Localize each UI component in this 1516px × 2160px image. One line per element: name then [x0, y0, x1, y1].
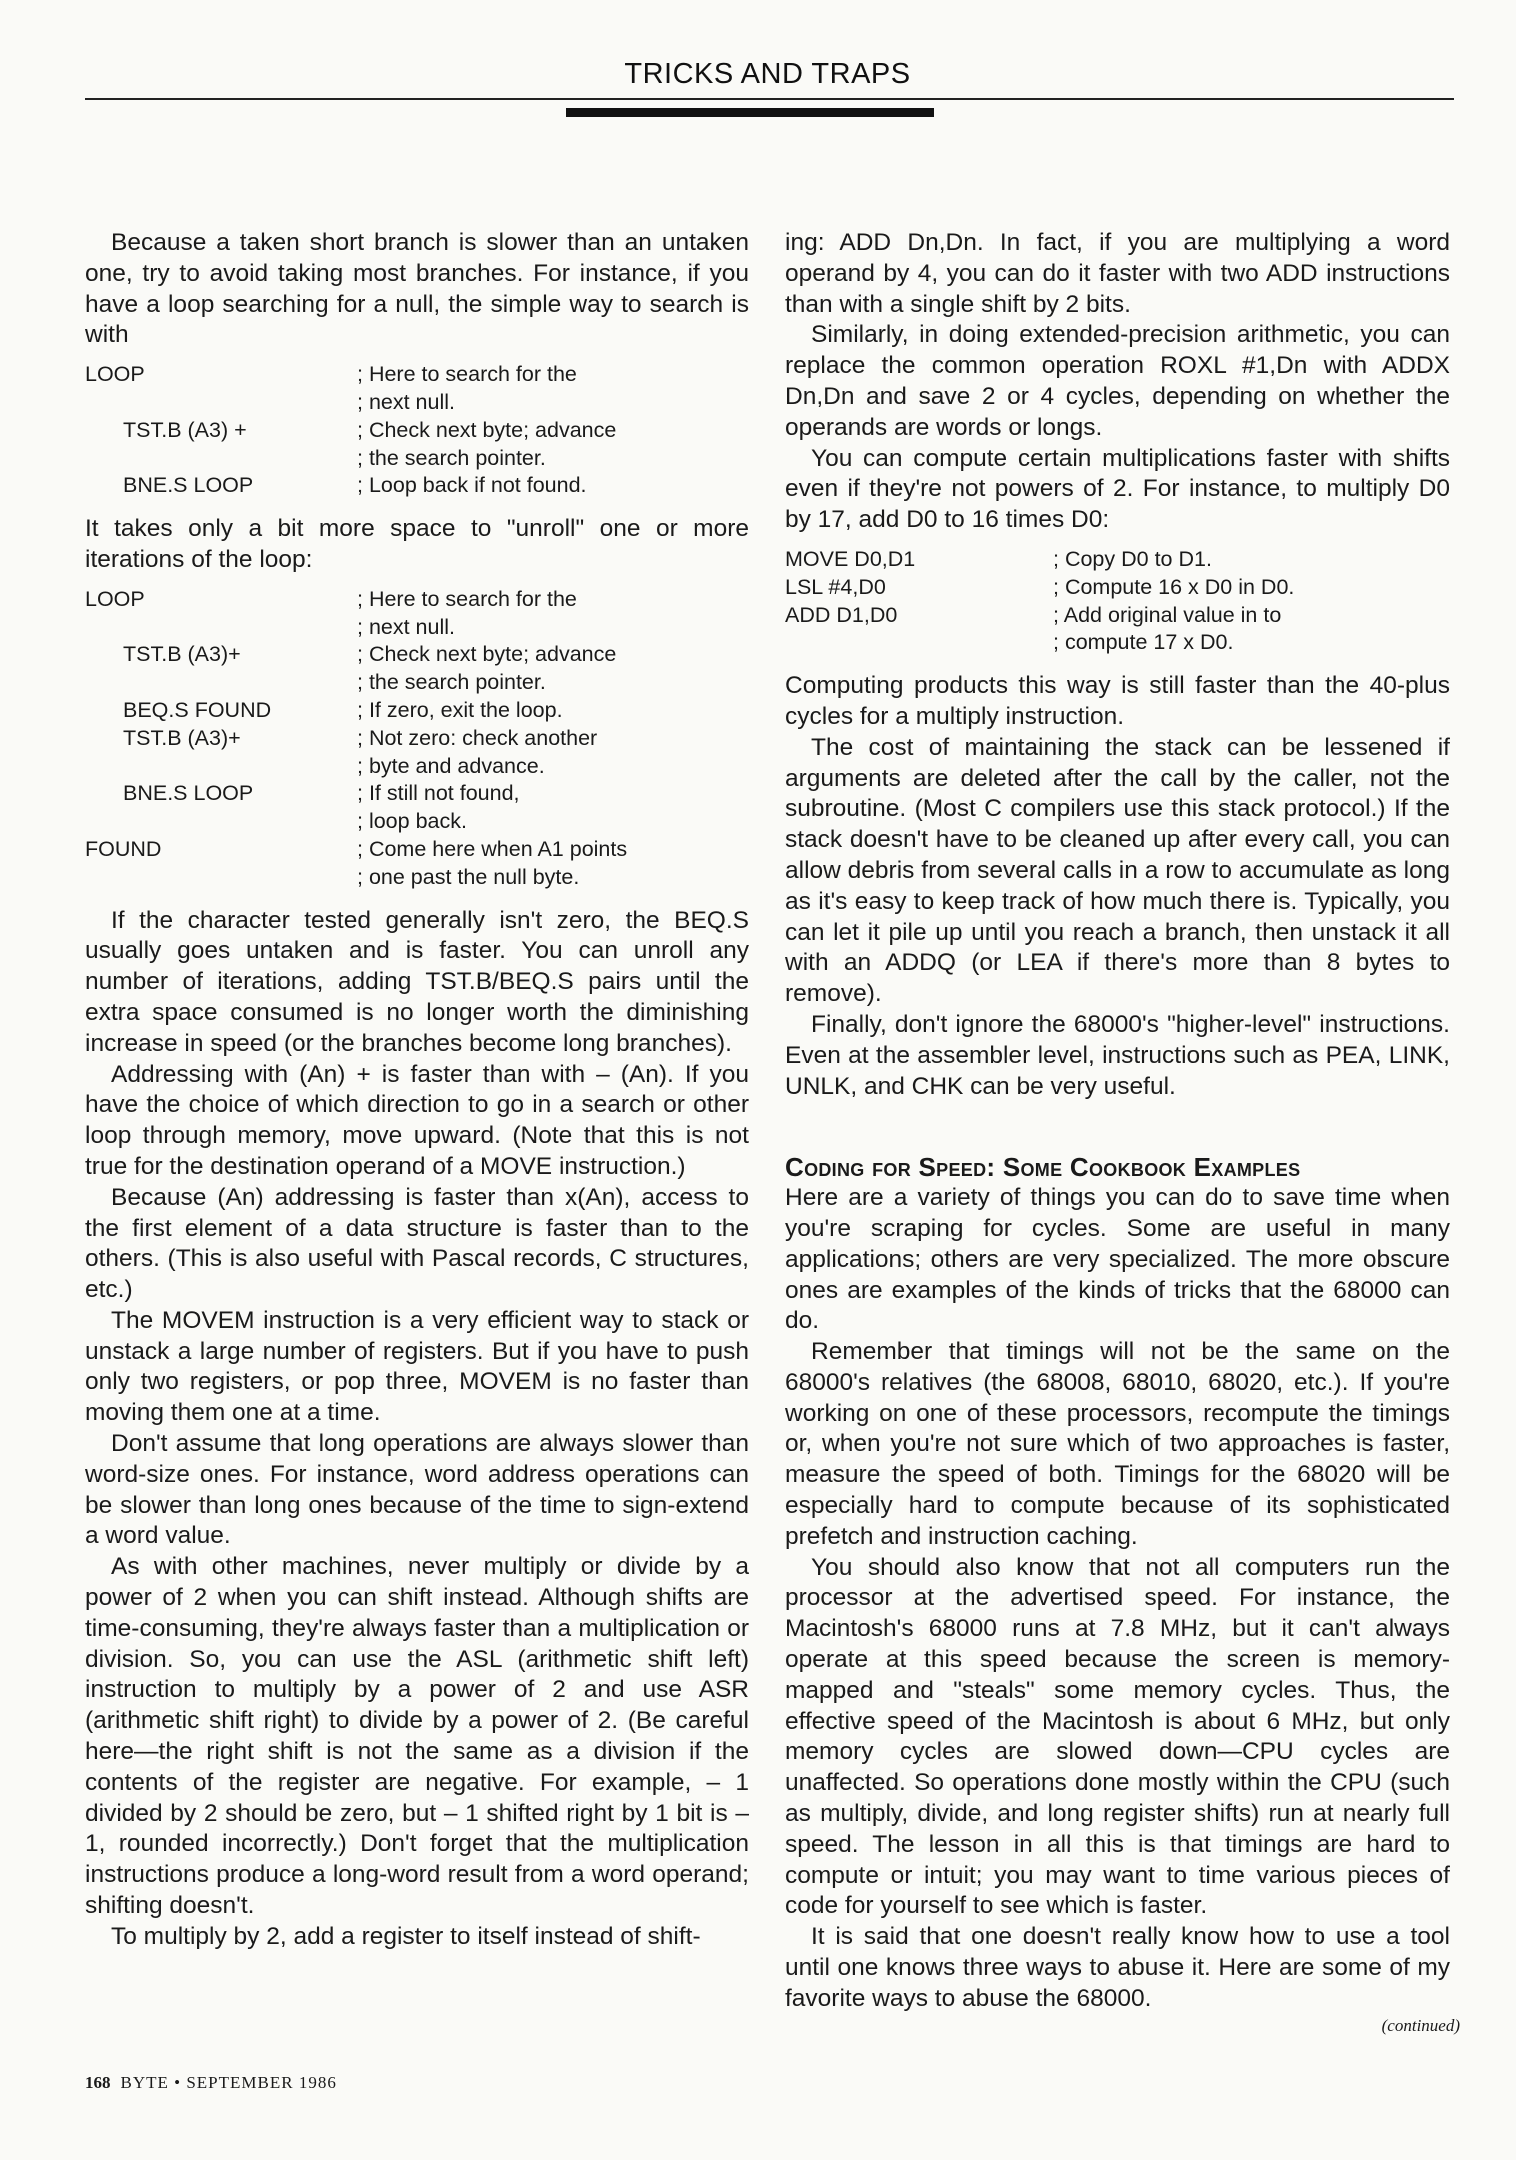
- code-op: BNE.S LOOP: [123, 781, 254, 806]
- paragraph: Here are a variety of things you can do to save time when you're scraping for cycles. Some are useful in many applications; others are very specialized. The more obscure ones are examples of the kinds of tricks that the 68000 can do.: [785, 1184, 1450, 1335]
- code-op: TST.B (A3) +: [123, 417, 247, 442]
- publication-line: BYTE • SEPTEMBER 1986: [120, 2073, 337, 2092]
- code-comment: ; Come here when A1 points: [357, 836, 628, 861]
- page-number: 168: [85, 2073, 111, 2092]
- paragraph: Similarly, in doing extended-precision arithmetic, you can replace the common operation ROXL #1,Dn with ADDX Dn,Dn and save 2 or 4 cycles, depending on whether the operands are words or longs.: [785, 321, 1450, 441]
- code-op: MOVE D0,D1: [785, 546, 916, 571]
- code-comment: ; next null.: [357, 389, 455, 414]
- code-comment: ; Here to search for the: [357, 362, 577, 387]
- paragraph: Finally, don't ignore the 68000's "higher-level" instructions. Even at the assembler level, instructions such as PEA, LINK, UNLK, and CHK can be very useful.: [785, 1010, 1450, 1100]
- code-op: [85, 808, 357, 836]
- paragraph: Addressing with (An) + is faster than with – (An). If you have the choice of which direction to go in a search or other loop through memory, move upward. (Note that this is not true for the destination operand of a MOVE instruction.): [85, 1060, 749, 1180]
- code-comment: ; Add original value in to: [1053, 602, 1282, 627]
- paragraph: To multiply by 2, add a register to itself instead of shift-: [111, 1922, 701, 1950]
- code-comment: ; loop back.: [357, 809, 467, 834]
- code-listing-2: [85, 586, 749, 892]
- code-comment: ; Not zero: check another: [357, 725, 598, 750]
- code-op: BNE.S LOOP: [123, 473, 254, 498]
- code-comment: ; compute 17 x D0.: [1053, 630, 1234, 655]
- code-op: [785, 629, 1053, 657]
- code-op: ADD D1,D0: [785, 602, 898, 627]
- code-op: TST.B (A3)+: [123, 725, 241, 750]
- code-op: [85, 864, 357, 892]
- running-header: TRICKS AND TRAPS: [624, 58, 911, 90]
- paragraph: As with other machines, never multiply or divide by a power of 2 when you can shift instead. Although shifts are time-consuming, they're always faster than a multiplication or division. So, you can use the ASL (arithmetic shift left) instruction to multiply by a power of 2 and use ASR (arithmetic shift right) to divide by a power of 2. (Be careful here—the right shift is not the same as a division if the contents of the register are negative. For example, – 1 divided by 2 should be zero, but – 1 shifted right by 1 bit is – 1, rounded incorrectly.) Don't forget that the multiplication instructions produce a long-word result from a word operand; shifting doesn't.: [85, 1553, 749, 1920]
- paragraph: You should also know that not all computers run the processor at the advertised speed. For instance, the Macintosh's 68000 runs at 7.8 MHz, but it can't always operate at this speed because the screen is memory-mapped and "steals" some memory cycles. Thus, the effective speed of the Macintosh is about 6 MHz, but only memory cycles are slowed down—CPU cycles are unaffected. So operations done mostly within the CPU (such as multiply, divide, and long register shifts) run at nearly full speed. The lesson in all this is that timings are hard to compute or intuit; you may want to time various pieces of code for yourself to see which is faster.: [785, 1553, 1450, 1920]
- code-comment: ; one past the null byte.: [357, 864, 580, 889]
- paragraph: The MOVEM instruction is a very efficient way to stack or unstack a large number of registers. But if you have to push only two registers, or pop three, MOVEM is no faster than moving them one at a time.: [85, 1306, 749, 1427]
- code-op: [85, 389, 357, 417]
- paragraph: It is said that one doesn't really know how to use a tool until one knows three ways to abuse it. Here are some of my favorite ways to abuse the 68000.: [785, 1923, 1450, 2012]
- code-op: TST.B (A3)+: [123, 642, 241, 667]
- continued-note: (continued): [1381, 2016, 1460, 2035]
- page-footer: [85, 2073, 337, 2093]
- code-op: BEQ.S FOUND: [123, 697, 272, 722]
- paragraph: Because (An) addressing is faster than x(An), access to the first element of a data structure is faster than to the others. (This is also useful with Pascal records, C structures, etc.): [85, 1183, 749, 1304]
- left-column: [85, 228, 749, 1953]
- code-op: LOOP: [85, 586, 145, 611]
- code-comment: ; If zero, exit the loop.: [357, 697, 563, 722]
- code-comment: ; Check next byte; advance: [357, 417, 617, 442]
- code-listing-1: [85, 361, 749, 500]
- code-listing-3: [785, 546, 1450, 657]
- code-comment: ; next null.: [357, 614, 455, 639]
- paragraph: If the character tested generally isn't zero, the BEQ.S usually goes untaken and is faster. You can unroll any number of iterations, adding TST.B/BEQ.S pairs until the extra space consumed is no longer worth the diminishing increase in speed (or the branches become long branches).: [85, 906, 749, 1057]
- code-op: LSL #4,D0: [785, 574, 886, 599]
- section-heading: Coding for Speed: Some Cookbook Examples: [785, 1152, 1301, 1183]
- code-op: FOUND: [85, 836, 162, 861]
- header-rule: [85, 98, 1454, 100]
- paragraph: ing: ADD Dn,Dn. In fact, if you are multiplying a word operand by 4, you can do it faster with two ADD instructions than with a single shift by 2 bits.: [785, 229, 1450, 318]
- code-op: LOOP: [85, 362, 145, 387]
- code-op: [85, 445, 357, 473]
- code-comment: ; If still not found,: [357, 781, 520, 806]
- paragraph: Don't assume that long operations are always slower than word-size ones. For instance, word address operations can be slower than long ones because of the time to sign-extend a word value.: [85, 1430, 749, 1550]
- code-op: [85, 669, 357, 697]
- code-comment: ; Compute 16 x D0 in D0.: [1053, 574, 1295, 599]
- paragraph: Remember that timings will not be the same on the 68000's relatives (the 68008, 68010, 68020, etc.). If you're working on one of these processors, recompute the timings or, when you're not sure which of two approaches is faster, measure the speed of both. Timings for the 68020 will be especially hard to compute because of its sophisticated prefetch and instruction caching.: [785, 1338, 1450, 1550]
- code-comment: ; byte and advance.: [357, 753, 545, 778]
- code-comment: ; Loop back if not found.: [357, 473, 587, 498]
- paragraph: Because a taken short branch is slower than an untaken one, try to avoid taking most branches. For instance, if you have a loop searching for a null, the simple way to search is with: [85, 229, 749, 349]
- code-comment: ; the search pointer.: [357, 670, 546, 695]
- paragraph: It takes only a bit more space to "unroll" one or more iterations of the loop:: [85, 515, 749, 573]
- code-op: [85, 753, 357, 781]
- header-bar: [566, 108, 934, 117]
- paragraph: Computing products this way is still faster than the 40-plus cycles for a multiply instruction.: [785, 672, 1450, 730]
- code-comment: ; the search pointer.: [357, 445, 546, 470]
- code-comment: ; Copy D0 to D1.: [1053, 546, 1212, 571]
- right-column: [785, 228, 1450, 2015]
- code-comment: ; Here to search for the: [357, 586, 577, 611]
- code-comment: ; Check next byte; advance: [357, 642, 617, 667]
- paragraph: You can compute certain multiplications faster with shifts even if they're not powers of 2. For instance, to multiply D0 by 17, add D0 to 16 times D0:: [785, 444, 1450, 534]
- paragraph: The cost of maintaining the stack can be lessened if arguments are deleted after the call by the caller, not the subroutine. (Most C compilers use this stack protocol.) If the stack doesn't have to be cleaned up after every call, you can allow debris from several calls in a row to accumulate as long as it's easy to keep track of how much there is. Typically, you can let it pile up until you reach a branch, then unstack it all with an ADDQ (or LEA if there's more than 8 bytes to remove).: [785, 733, 1450, 1008]
- code-op: [85, 614, 357, 642]
